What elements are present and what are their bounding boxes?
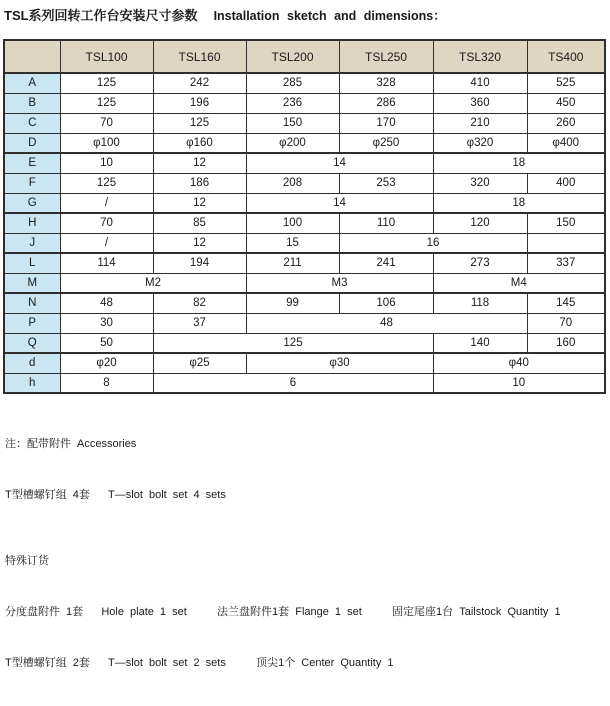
- cell-B-4: 360: [433, 93, 527, 113]
- column-header-TSL100: TSL100: [60, 40, 153, 73]
- cell-N-2: 99: [246, 293, 339, 313]
- table-row-h: [4, 373, 605, 393]
- cell-F-5: 400: [527, 173, 605, 193]
- cell-A-3: 328: [339, 73, 433, 93]
- cell-P-3: 70: [527, 313, 605, 333]
- cell-H-0: 70: [60, 213, 153, 233]
- cell-M-1: M3: [246, 273, 433, 293]
- column-header-TSL320: TSL320: [433, 40, 527, 73]
- special-order-title: 特殊订货: [5, 555, 49, 567]
- cell-Q-1: 125: [153, 333, 433, 353]
- cell-J-3: 16: [339, 233, 527, 253]
- cell-H-4: 120: [433, 213, 527, 233]
- table-row-E: [4, 153, 605, 173]
- cell-F-4: 320: [433, 173, 527, 193]
- row-label-F: F: [4, 173, 60, 193]
- notes-section: [5, 402, 608, 706]
- cell-D-2: φ200: [246, 133, 339, 153]
- cell-E-0: 10: [60, 153, 153, 173]
- cell-P-1: 37: [153, 313, 246, 333]
- cell-h-2: 10: [433, 373, 605, 393]
- cell-Q-3: 160: [527, 333, 605, 353]
- column-header-TS400: TS400: [527, 40, 605, 73]
- cell-M-2: M4: [433, 273, 605, 293]
- cell-H-5: 150: [527, 213, 605, 233]
- cell-A-1: 242: [153, 73, 246, 93]
- cell-d-3: φ40: [433, 353, 605, 373]
- table-row-D: [4, 133, 605, 153]
- cell-D-5: φ400: [527, 133, 605, 153]
- cell-N-5: 145: [527, 293, 605, 313]
- cell-Q-2: 140: [433, 333, 527, 353]
- cell-L-5: 337: [527, 253, 605, 273]
- cell-h-1: 6: [153, 373, 433, 393]
- table-row-J: [4, 233, 605, 253]
- table-row-G: [4, 193, 605, 213]
- table-row-M: [4, 273, 605, 293]
- page-title: [4, 5, 608, 24]
- cell-P-2: 48: [246, 313, 527, 333]
- table-row-A: [4, 73, 605, 93]
- cell-B-1: 196: [153, 93, 246, 113]
- cell-d-0: φ20: [60, 353, 153, 373]
- table-header: [4, 40, 605, 73]
- page-title-en: Installation sketch and dimensions：: [213, 9, 446, 23]
- table-row-Q: [4, 333, 605, 353]
- row-label-Q: Q: [4, 333, 60, 353]
- special-order-line1: 分度盘附件 1套 Hole plate 1 set 法兰盘附件1套 Flange 1 set 固定尾座1台 Tailstock Quantity 1: [5, 606, 561, 618]
- dimensions-table: [3, 39, 606, 394]
- table-row-d: [4, 353, 605, 373]
- table-row-H: [4, 213, 605, 233]
- cell-E-1: 12: [153, 153, 246, 173]
- column-header-TSL200: TSL200: [246, 40, 339, 73]
- cell-A-2: 285: [246, 73, 339, 93]
- cell-Q-0: 50: [60, 333, 153, 353]
- accessories-note-line: T型槽螺钉组 4套 T—slot bolt set 4 sets: [5, 489, 226, 501]
- cell-G-0: /: [60, 193, 153, 213]
- row-label-J: J: [4, 233, 60, 253]
- row-label-E: E: [4, 153, 60, 173]
- table-row-F: [4, 173, 605, 193]
- special-order-line2: T型槽螺钉组 2套 T—slot bolt set 2 sets 顶尖1个 Center Quantity 1: [5, 657, 394, 669]
- cell-B-3: 286: [339, 93, 433, 113]
- cell-D-4: φ320: [433, 133, 527, 153]
- row-label-L: L: [4, 253, 60, 273]
- cell-E-3: 18: [433, 153, 605, 173]
- table-row-B: [4, 93, 605, 113]
- cell-C-0: 70: [60, 113, 153, 133]
- table-row-P: [4, 313, 605, 333]
- cell-M-0: M2: [60, 273, 246, 293]
- cell-D-1: φ160: [153, 133, 246, 153]
- cell-J-2: 15: [246, 233, 339, 253]
- cell-A-5: 525: [527, 73, 605, 93]
- cell-D-0: φ100: [60, 133, 153, 153]
- cell-H-2: 100: [246, 213, 339, 233]
- cell-L-2: 211: [246, 253, 339, 273]
- cell-G-3: 18: [433, 193, 605, 213]
- cell-L-0: 114: [60, 253, 153, 273]
- table-body: [4, 73, 605, 393]
- cell-F-2: 208: [246, 173, 339, 193]
- row-label-h: h: [4, 373, 60, 393]
- cell-N-3: 106: [339, 293, 433, 313]
- accessories-note-title: 注：配带附件 Accessories: [5, 438, 137, 450]
- cell-C-5: 260: [527, 113, 605, 133]
- table-row-L: [4, 253, 605, 273]
- cell-C-4: 210: [433, 113, 527, 133]
- cell-J-0: /: [60, 233, 153, 253]
- cell-H-1: 85: [153, 213, 246, 233]
- header-row: [4, 40, 605, 73]
- row-label-N: N: [4, 293, 60, 313]
- cell-D-3: φ250: [339, 133, 433, 153]
- row-label-M: M: [4, 273, 60, 293]
- table-row-N: [4, 293, 605, 313]
- cell-B-0: 125: [60, 93, 153, 113]
- cell-A-0: 125: [60, 73, 153, 93]
- cell-H-3: 110: [339, 213, 433, 233]
- cell-J-4: [527, 233, 605, 253]
- cell-C-1: 125: [153, 113, 246, 133]
- cell-N-0: 48: [60, 293, 153, 313]
- cell-C-2: 150: [246, 113, 339, 133]
- cell-P-0: 30: [60, 313, 153, 333]
- row-label-d: d: [4, 353, 60, 373]
- row-label-G: G: [4, 193, 60, 213]
- cell-F-3: 253: [339, 173, 433, 193]
- row-label-A: A: [4, 73, 60, 93]
- cell-G-2: 14: [246, 193, 433, 213]
- column-header-TSL160: TSL160: [153, 40, 246, 73]
- row-label-H: H: [4, 213, 60, 233]
- cell-d-1: φ25: [153, 353, 246, 373]
- row-label-C: C: [4, 113, 60, 133]
- cell-E-2: 14: [246, 153, 433, 173]
- cell-F-1: 186: [153, 173, 246, 193]
- row-label-B: B: [4, 93, 60, 113]
- cell-B-2: 236: [246, 93, 339, 113]
- cell-G-1: 12: [153, 193, 246, 213]
- cell-B-5: 450: [527, 93, 605, 113]
- row-label-D: D: [4, 133, 60, 153]
- cell-L-3: 241: [339, 253, 433, 273]
- column-header-TSL250: TSL250: [339, 40, 433, 73]
- cell-h-0: 8: [60, 373, 153, 393]
- cell-N-4: 118: [433, 293, 527, 313]
- page-title-zh: TSL系列回转工作台安装尺寸参数: [4, 8, 198, 23]
- cell-A-4: 410: [433, 73, 527, 93]
- cell-F-0: 125: [60, 173, 153, 193]
- row-label-P: P: [4, 313, 60, 333]
- cell-d-2: φ30: [246, 353, 433, 373]
- table-row-C: [4, 113, 605, 133]
- cell-L-4: 273: [433, 253, 527, 273]
- cell-C-3: 170: [339, 113, 433, 133]
- corner-cell: [4, 40, 60, 73]
- cell-N-1: 82: [153, 293, 246, 313]
- cell-L-1: 194: [153, 253, 246, 273]
- cell-J-1: 12: [153, 233, 246, 253]
